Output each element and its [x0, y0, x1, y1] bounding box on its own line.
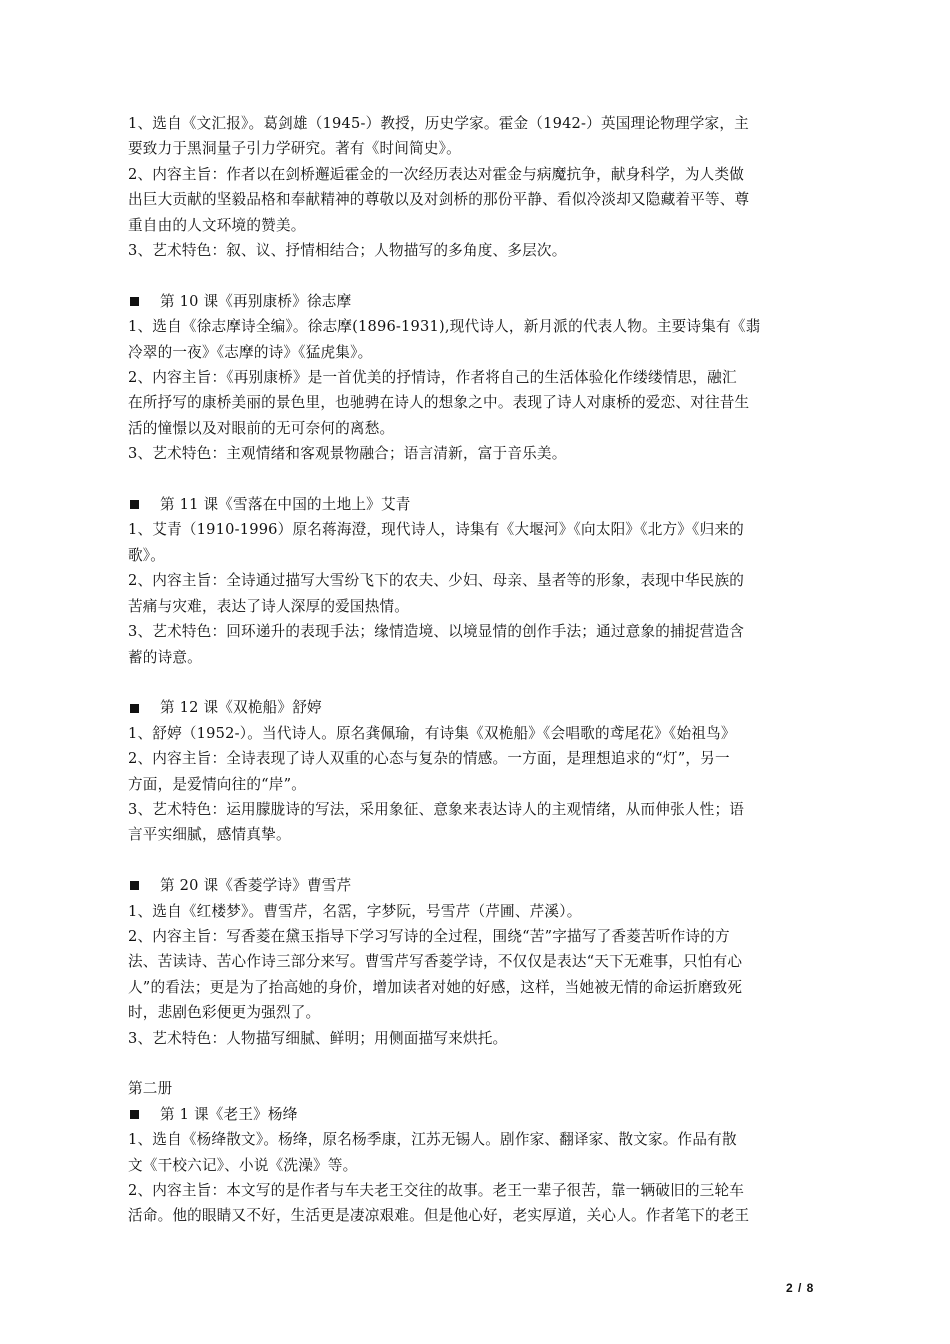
square-bullet-icon: [130, 297, 139, 306]
text-line: 法、苦读诗、苦心作诗三部分来写。曹雪芹写香菱学诗，不仅仅是表达“天下无难事，只怕有心: [128, 953, 743, 971]
spacer: [128, 467, 828, 492]
section-lesson-10: [128, 289, 828, 467]
section-heading: [128, 1102, 828, 1127]
section-lesson-20: [128, 873, 828, 1051]
text-line: 蓄的诗意。: [128, 648, 202, 666]
text-line: 1、选自《徐志摩诗全编》。徐志摩(1896-1931),现代诗人，新月派的代表人物。主要诗集有《翡: [128, 318, 761, 336]
section-title: 第 10 课《再别康桥》徐志摩: [160, 292, 352, 310]
text-line: 冷翠的一夜》《志摩的诗》《猛虎集》。: [128, 343, 373, 361]
text-line: 歌》。: [128, 546, 166, 564]
text-line: 2、内容主旨：全诗通过描写大雪纷飞下的农夫、少妇、母亲、垦者等的形象，表现中华民族的: [128, 572, 745, 590]
section-heading: [128, 492, 828, 517]
section-heading: [128, 695, 828, 720]
section-title: 第 12 课《双桅船》舒婷: [160, 699, 322, 717]
text-line: 1、艾青（1910-1996）原名蒋海澄，现代诗人，诗集有《大堰河》《向太阳》《北方》《归来的: [128, 521, 744, 539]
text-line: 1、选自《杨绛散文》。杨绛，原名杨季康，江苏无锡人。剧作家、翻译家、散文家。作品有散: [128, 1131, 737, 1149]
section-title: 第 20 课《香菱学诗》曹雪芹: [160, 877, 352, 895]
text-line: 方面，是爱情向往的“岸”。: [128, 775, 307, 793]
text-line: 活的憧憬以及对眼前的无可奈何的离愁。: [128, 419, 395, 437]
text-line: 2、内容主旨：写香菱在黛玉指导下学习写诗的全过程，围绕“苦”字描写了香菱苦听作诗的方: [128, 927, 730, 945]
text-line: 重自由的人文环境的赞美。: [128, 216, 306, 234]
square-bullet-icon: [130, 500, 139, 509]
section-lesson-11: [128, 492, 828, 670]
text-line: 言平实细腻，感情真挚。: [128, 826, 291, 844]
text-line: 3、艺术特色：回环递升的表现手法；缘情造境、以境显情的创作手法；通过意象的捕捉营造含: [128, 623, 745, 641]
text-line: 3、艺术特色：叙、议、抒情相结合；人物描写的多角度、多层次。: [128, 242, 567, 260]
text-line: 人”的看法；更是为了抬高她的身价，增加读者对她的好感，这样，当她被无情的命运折磨致死: [128, 978, 743, 996]
text-line: 出巨大贡献的坚毅品格和奉献精神的尊敬以及对剑桥的那份平静、看似冷淡却又隐藏着平等、尊: [128, 191, 750, 209]
text-line: 1、选自《红楼梦》。曹雪芹，名霑，字梦阮，号雪芹（芹圃、芹溪）。: [128, 902, 582, 920]
section-heading: [128, 289, 828, 314]
text-line: 2、内容主旨：作者以在剑桥邂逅霍金的一次经历表达对霍金与病魔抗争，献身科学，为人类做: [128, 165, 745, 183]
text-line: 时，悲剧色彩便更为强烈了。: [128, 1004, 321, 1022]
text-line: 3、艺术特色：人物描写细腻、鲜明；用侧面描写来烘托。: [128, 1029, 508, 1047]
square-bullet-icon: [130, 704, 139, 713]
spacer: [128, 1051, 828, 1076]
spacer: [128, 848, 828, 873]
text-line: 3、艺术特色：主观情绪和客观景物融合；语言清新，富于音乐美。: [128, 445, 567, 463]
section-title: 第 1 课《老王》杨绛: [160, 1105, 298, 1123]
text-line: 活命。他的眼睛又不好，生活更是凄凉艰难。但是他心好，老实厚道，关心人。作者笔下的老王: [128, 1207, 750, 1225]
section-heading: [128, 873, 828, 898]
spacer: [128, 263, 828, 288]
text-line: 3、艺术特色：运用朦胧诗的写法，采用象征、意象来表达诗人的主观情绪，从而伸张人性；语: [128, 800, 745, 818]
text-line: 1、舒婷（1952-）。当代诗人。原名龚佩瑜，有诗集《双桅船》《会唱歌的鸢尾花》《始祖鸟》: [128, 724, 736, 742]
spacer: [128, 670, 828, 695]
section-title: 第 11 课《雪落在中国的土地上》艾青: [160, 496, 411, 514]
text-line: 2、内容主旨：本文写的是作者与车夫老王交往的故事。老王一辈子很苦，靠一辆破旧的三轮车: [128, 1181, 745, 1199]
text-line: 在所抒写的康桥美丽的景色里，也驰骋在诗人的想象之中。表现了诗人对康桥的爱恋、对往昔生: [128, 394, 750, 412]
section-book2-lesson-1: [128, 1102, 828, 1229]
document-body: [128, 111, 828, 1229]
text-line: 2、内容主旨：全诗表现了诗人双重的心态与复杂的情感。一方面，是理想追求的“灯”，另一: [128, 750, 730, 768]
text-line: 苦痛与灾难，表达了诗人深厚的爱国热情。: [128, 597, 410, 615]
text-line: 要致力于黑洞量子引力学研究。著有《时间简史》。: [128, 140, 461, 158]
text-line: 文《干校六记》、小说《洗澡》等。: [128, 1156, 358, 1174]
square-bullet-icon: [130, 881, 139, 890]
intro-paragraphs: [128, 111, 828, 263]
page-number: 2 / 8: [786, 1281, 815, 1295]
square-bullet-icon: [130, 1110, 139, 1119]
text-line: 1、选自《文汇报》。葛剑雄（1945-）教授，历史学家。霍金（1942-）英国理论物理学家，主: [128, 115, 749, 132]
section-lesson-12: [128, 695, 828, 847]
text-line: 2、内容主旨：《再别康桥》是一首优美的抒情诗，作者将自己的生活体验化作缕缕情思，融汇: [128, 369, 737, 387]
volume-label: 第二册: [128, 1080, 173, 1098]
